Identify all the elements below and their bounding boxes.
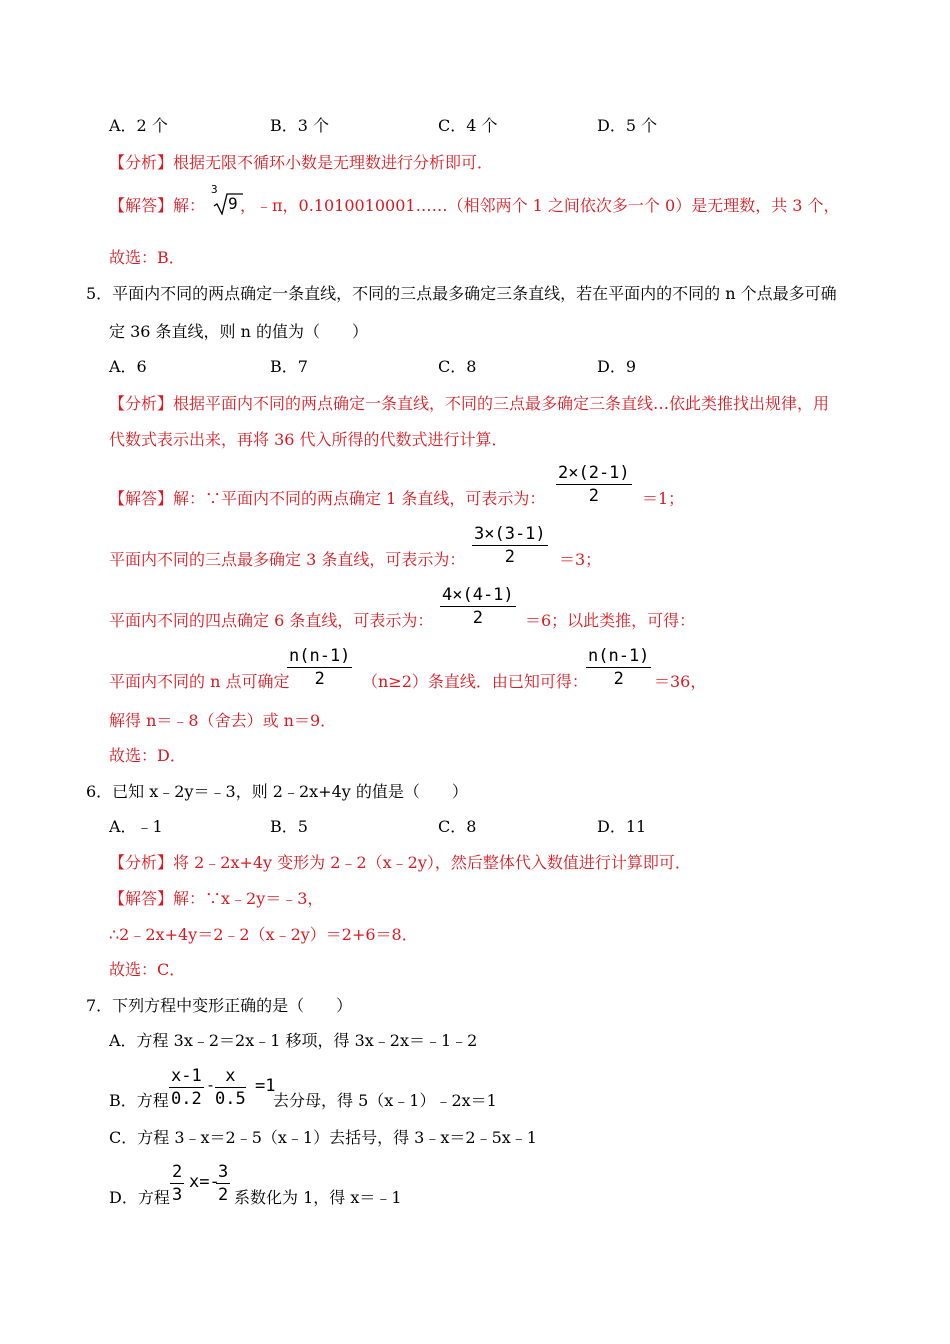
q7-option-a: A．方程 3x﹣2＝2x﹣1 移项，得 3x﹣2x＝﹣1﹣2 bbox=[109, 1031, 478, 1050]
q7-option-b-fraction-2 bbox=[215, 1065, 246, 1110]
q5-fraction-3 bbox=[440, 584, 516, 629]
q5-answer-line4-result: ＝36， bbox=[654, 672, 707, 691]
fraction-numerator: 3×(3-1) bbox=[474, 524, 546, 544]
q5-choice: 故选：D． bbox=[109, 746, 186, 765]
q4-choice: 故选：B． bbox=[109, 248, 185, 267]
q6-option-a: A．﹣1 bbox=[109, 817, 163, 836]
q7-option-d-prefix: D．方程 bbox=[109, 1188, 170, 1207]
q5-answer-line2-result: ＝3； bbox=[559, 550, 602, 569]
q4-option-b: B．3 个 bbox=[270, 116, 330, 135]
q4-option-c: C．4 个 bbox=[438, 116, 498, 135]
q5-stem-line2: 定 36 条直线，则 n 的值为（ ） bbox=[109, 322, 369, 341]
fraction-numerator: 4×(4-1) bbox=[442, 585, 514, 605]
q7-option-b-equals: =1 bbox=[255, 1076, 276, 1096]
q7-option-b-minus: - bbox=[206, 1076, 216, 1094]
q5-answer-line1-result: ＝1； bbox=[642, 489, 685, 508]
q5-answer-line3-result: ＝6；以此类推，可得： bbox=[525, 611, 696, 630]
q5-option-d: D．9 bbox=[597, 357, 637, 376]
q6-answer-line2: ∴2﹣2x+4y＝2﹣2（x﹣2y）＝2+6＝8． bbox=[109, 925, 418, 944]
fraction-numerator: x bbox=[215, 1065, 246, 1088]
q7-option-b-prefix: B．方程 bbox=[109, 1091, 169, 1110]
q7-option-c: C．方程 3﹣x＝2﹣5（x﹣1）去括号，得 3﹣x＝2﹣5x﹣1 bbox=[109, 1128, 537, 1147]
q4-answer-rest: ，﹣π，0.1010010001……（相邻两个 1 之间依次多一个 0）是无理数，共 3 个， bbox=[240, 196, 840, 215]
q5-fraction-1 bbox=[556, 462, 632, 507]
q7-option-d-fraction-1 bbox=[170, 1161, 184, 1206]
q5-option-c: C．8 bbox=[438, 357, 477, 376]
fraction-denominator: 2 bbox=[504, 547, 515, 567]
q5-answer-line2: 平面内不同的三点最多确定 3 条直线，可表示为： bbox=[109, 550, 466, 569]
fraction-numerator: n(n-1) bbox=[289, 646, 351, 666]
q6-answer-line1: 【解答】解：∵x﹣2y＝﹣3， bbox=[109, 889, 324, 908]
fraction-denominator: 2 bbox=[218, 1185, 229, 1205]
q6-option-b: B．5 bbox=[270, 817, 308, 836]
q5-stem-line1: 5．平面内不同的两点确定一条直线，不同的三点最多确定三条直线，若在平面内的不同的 n 个点最多可确 bbox=[86, 284, 837, 303]
q5-answer-line1: 【解答】解：∵平面内不同的两点确定 1 条直线，可表示为： bbox=[109, 489, 546, 508]
fraction-denominator: 0.2 bbox=[171, 1089, 202, 1109]
q5-answer-line4b: （n≥2）条直线．由已知可得： bbox=[362, 672, 588, 691]
fraction-numerator: 2×(2-1) bbox=[558, 463, 630, 483]
q5-option-b: B．7 bbox=[270, 357, 308, 376]
q5-analysis-line1: 【分析】根据平面内不同的两点确定一条直线，不同的三点最多确定三条直线…依此类推找出规律，用 bbox=[109, 394, 830, 413]
q4-answer bbox=[109, 196, 205, 216]
fraction-denominator: 2 bbox=[613, 669, 624, 689]
q5-answer-line4a: 平面内不同的 n 点可确定 bbox=[109, 672, 290, 691]
fraction-denominator: 3 bbox=[172, 1185, 183, 1205]
fraction-denominator: 2 bbox=[472, 608, 483, 628]
q7-stem: 7．下列方程中变形正确的是（ ） bbox=[86, 996, 353, 1015]
fraction-numerator: 3 bbox=[218, 1162, 229, 1182]
q5-option-a: A．6 bbox=[109, 357, 147, 376]
fraction-numerator: 2 bbox=[172, 1162, 183, 1182]
q4-answer-label: 【解答】解： bbox=[109, 196, 206, 215]
q5-fraction-2 bbox=[472, 523, 548, 568]
q4-analysis: 【分析】根据无限不循环小数是无理数进行分析即可． bbox=[109, 153, 494, 172]
q7-option-b-text: 去分母，得 5（x﹣1）﹣2x＝1 bbox=[273, 1091, 497, 1110]
q7-option-d-fraction-2 bbox=[216, 1161, 230, 1206]
q4-option-a: A．2 个 bbox=[109, 116, 168, 135]
fraction-denominator: 2 bbox=[314, 669, 325, 689]
q6-analysis: 【分析】将 2﹣2x+4y 变形为 2﹣2（x﹣2y），然后整体代入数值进行计算即可． bbox=[109, 853, 691, 872]
q5-fraction-4b bbox=[586, 645, 651, 690]
fraction-denominator: 0.5 bbox=[215, 1089, 246, 1109]
q6-choice: 故选：C． bbox=[109, 960, 186, 979]
q4-root-radicand: 9 bbox=[228, 194, 238, 213]
q5-answer-line5: 解得 n＝﹣8（舍去）或 n＝9． bbox=[109, 711, 337, 730]
q5-answer-line3: 平面内不同的四点确定 6 条直线，可表示为： bbox=[109, 611, 434, 630]
q5-fraction-4a bbox=[287, 645, 352, 690]
q7-option-d-middle: x=- bbox=[189, 1172, 220, 1192]
q7-option-b-fraction-1 bbox=[169, 1065, 204, 1110]
q7-option-d-text: 系数化为 1，得 x＝﹣1 bbox=[234, 1188, 402, 1207]
q6-stem: 6．已知 x﹣2y＝﹣3，则 2﹣2x+4y 的值是（ ） bbox=[86, 782, 468, 801]
fraction-denominator: 2 bbox=[588, 486, 599, 506]
fraction-numerator: n(n-1) bbox=[588, 646, 650, 666]
q5-analysis-line2: 代数式表示出来，再将 36 代入所得的代数式进行计算． bbox=[109, 430, 508, 449]
q6-option-d: D．11 bbox=[597, 817, 647, 836]
fraction-numerator: x-1 bbox=[171, 1066, 202, 1086]
q4-root-index: 3 bbox=[211, 183, 218, 196]
q4-option-d: D．5 个 bbox=[597, 116, 658, 135]
q6-option-c: C．8 bbox=[438, 817, 477, 836]
